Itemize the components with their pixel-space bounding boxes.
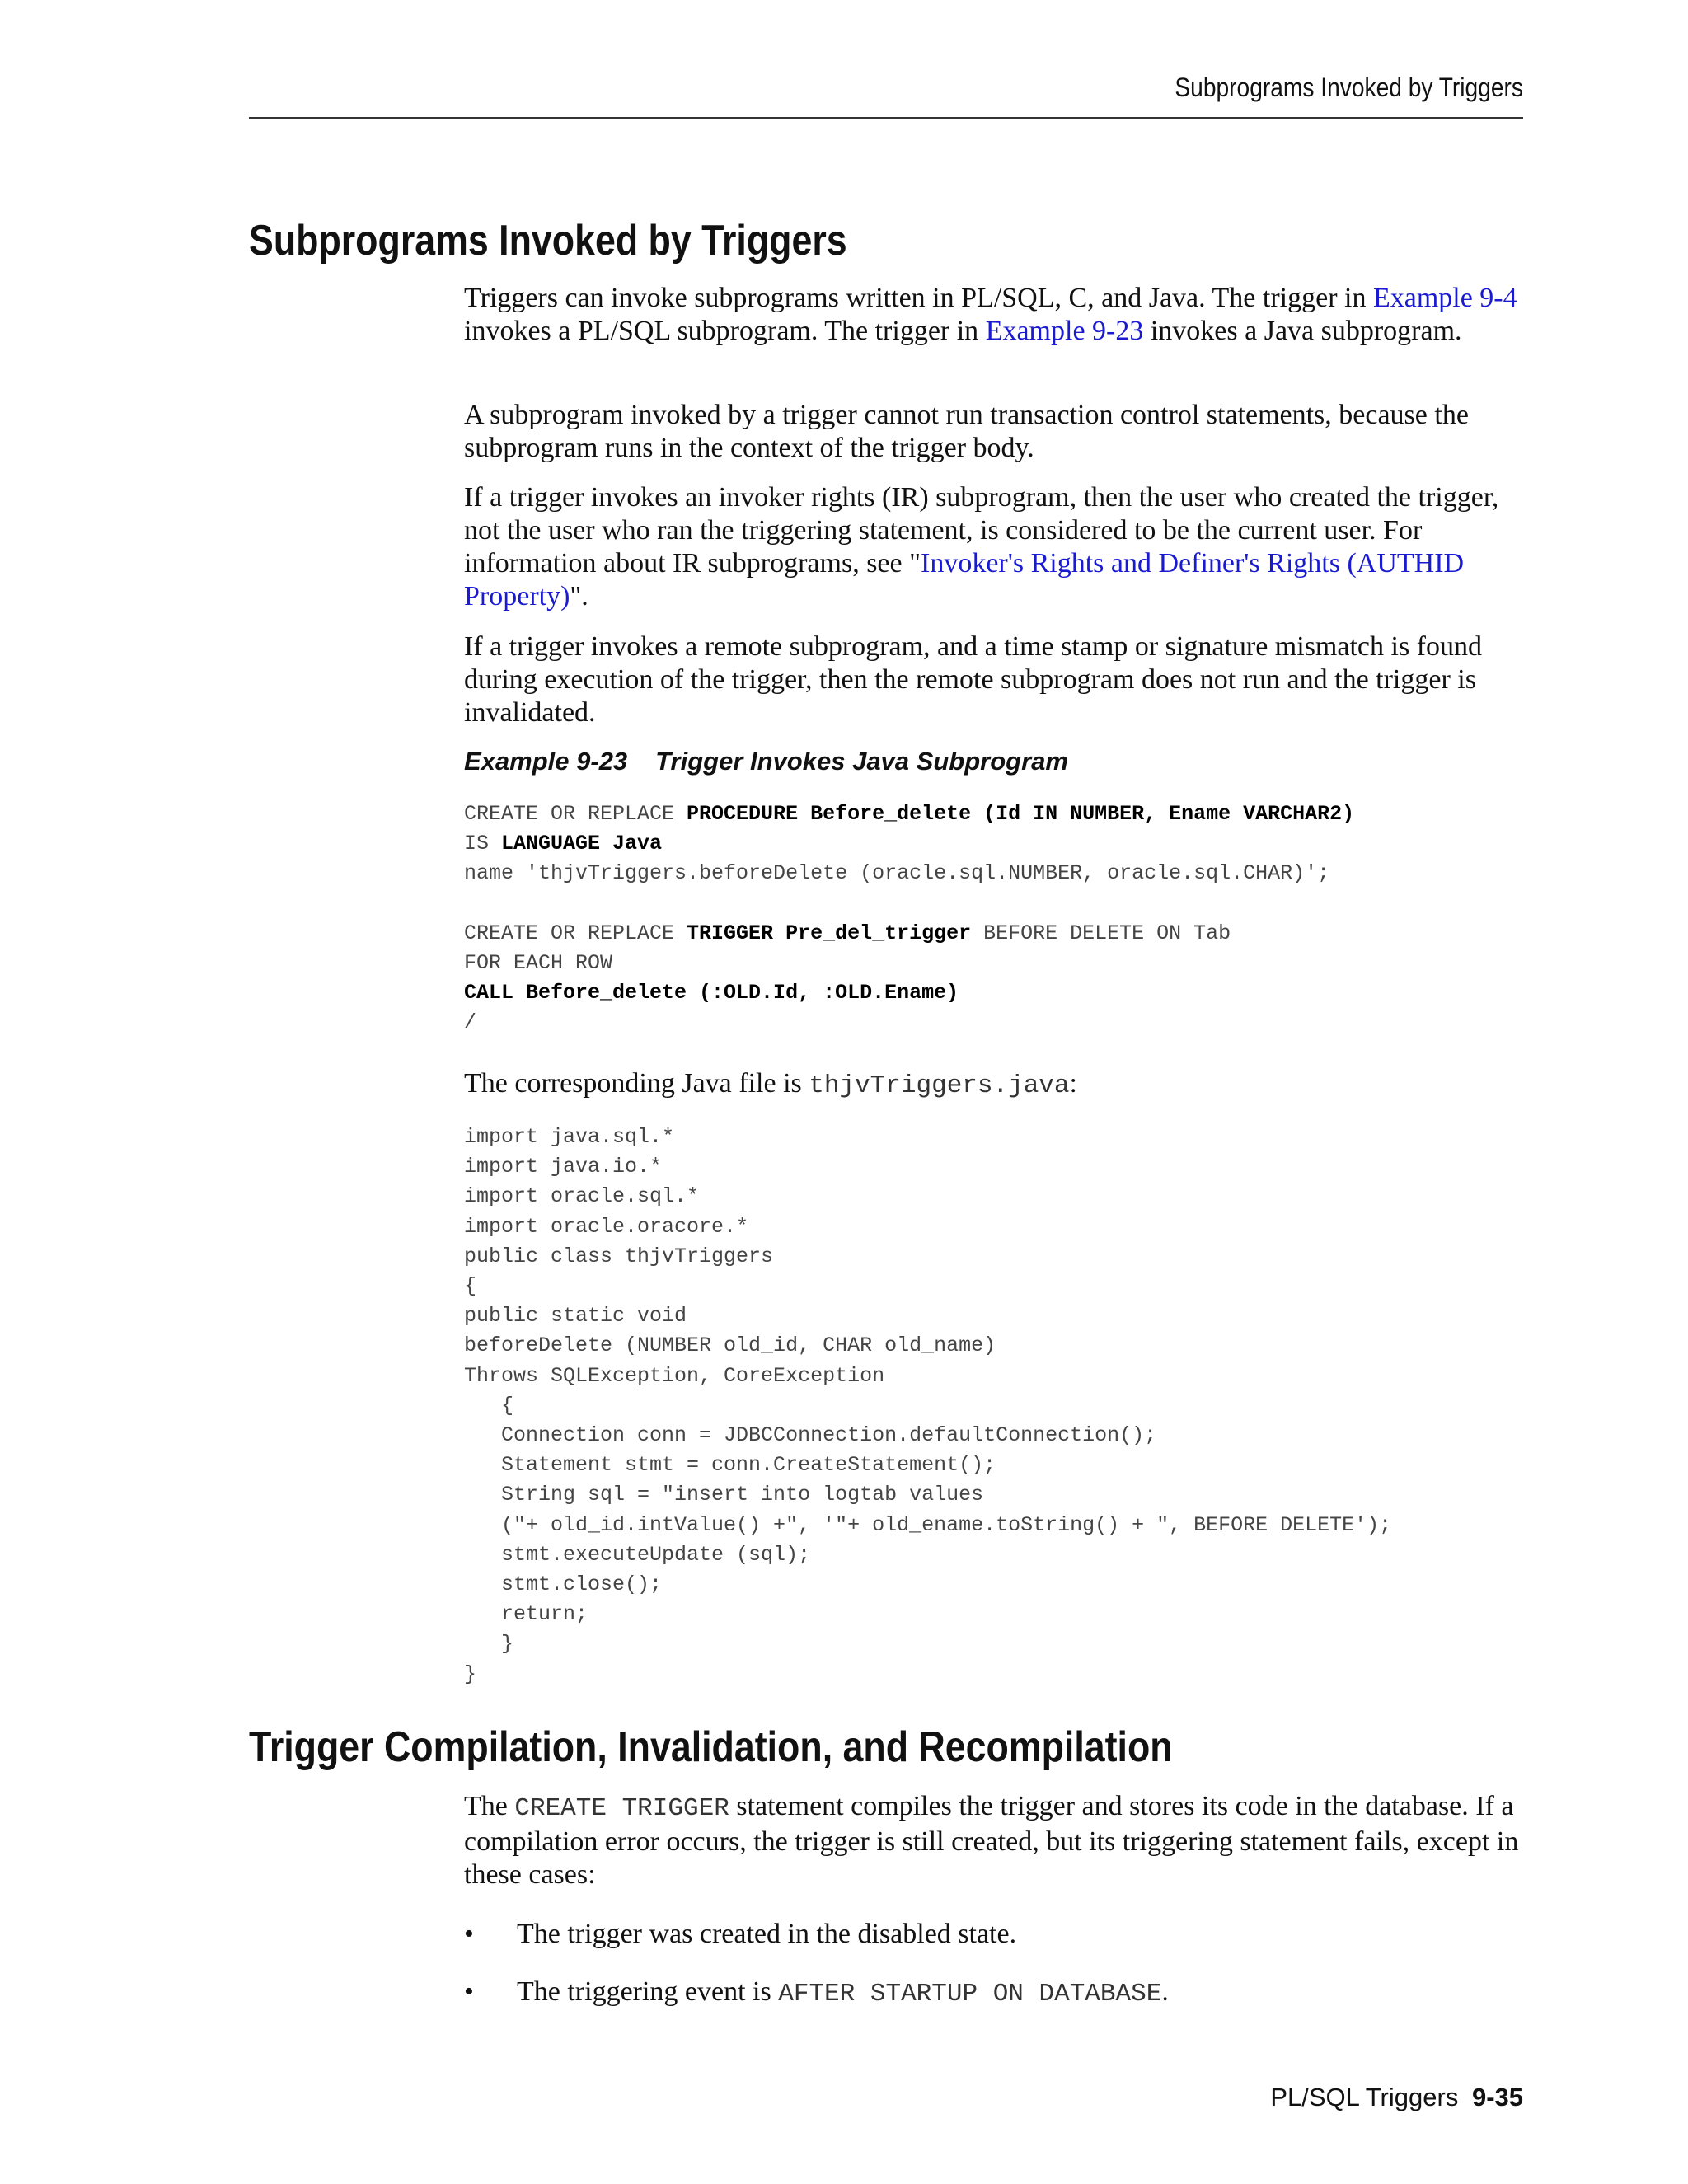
java-file-name: thjvTriggers.java (809, 1071, 1070, 1100)
paragraph-transaction-control-text: A subprogram invoked by a trigger cannot run transaction control statements, because the subprogram runs in the context of the trigger body. (464, 400, 1469, 463)
bullet-text-disabled: The trigger was created in the disabled state. (517, 1919, 1017, 1949)
code-example-sql (464, 799, 1527, 1038)
intro-text-1: Triggers can invoke subprograms written in PL/SQL, C, and Java. The trigger in (464, 283, 1373, 313)
intro-text-3: invokes a Java subprogram. (1143, 316, 1462, 346)
paragraph-java-file (464, 1067, 1527, 1103)
link-invokers-rights[interactable]: Invoker's Rights and Definer's Rights (AUTHID Property) (464, 548, 1465, 612)
java-intro-text-2: : (1069, 1068, 1077, 1099)
java-intro-text-1: The corresponding Java file is (464, 1068, 809, 1099)
paragraph-create-trigger-text (464, 1790, 1527, 1891)
footer-chapter: PL/SQL Triggers (1270, 2083, 1459, 2111)
paragraph-create-trigger (464, 1790, 1527, 1891)
bullet-text-startup: The triggering event is AFTER STARTUP ON DATABASE. (517, 1976, 1169, 2008)
section-heading-subprograms: Subprograms Invoked by Triggers (249, 217, 847, 265)
paragraph-intro-text (464, 282, 1527, 348)
example-title-text: Trigger Invokes Java Subprogram (655, 747, 1068, 776)
paragraph-remote-subprogram-text: If a trigger invokes a remote subprogram, and a time stamp or signature mismatch is found during execution of the trigger, then the remote subprogram does not run and the trigger is invalidated. (464, 631, 1483, 728)
startup-code: AFTER STARTUP ON DATABASE (778, 1980, 1162, 2008)
link-example-9-23[interactable]: Example 9-23 (985, 316, 1144, 346)
create-trigger-code: CREATE TRIGGER (514, 1794, 729, 1823)
invoker-text-1: If a trigger invokes an invoker rights (IR) subprogram, then the user who created the trigger, not the user who ran the triggering statement, is considered to be the current user. For information about IR subprograms, see " (464, 482, 1499, 579)
code-block-java: import java.sql.* import java.io.* import oracle.sql.* import oracle.oracore.* public class thjvTriggers { public static void beforeDelete (NUMBER old_id, CHAR old_name) Throws SQLException, CoreException { Connection conn = JDBCConnection.defaultConnection(); Statement stmt = conn.CreateStatement(); String sql = "insert into logtab values ("+ old_id.intValue() +", '"+ old_ename.toString() + ", BEFORE DELETE'); stmt.executeUpdate (sql); stmt.close(); return; } } (464, 1125, 1392, 1686)
header-rule (249, 117, 1523, 119)
example-label: Example 9-23 (464, 747, 628, 776)
intro-text-2: invokes a PL/SQL subprogram. The trigger in (464, 316, 986, 346)
paragraph-java-file-text (464, 1067, 1527, 1103)
code-example-java (464, 1122, 1527, 1690)
link-example-9-4[interactable]: Example 9-4 (1372, 283, 1517, 313)
bullet-icon: • (464, 1919, 474, 1949)
create-trigger-text-2: statement compiles the trigger and stores its code in the database. If a compilation error occurs, the trigger is still created, but its triggering statement fails, except in these cases: (464, 1791, 1519, 1890)
example-caption (464, 747, 1068, 776)
page-footer (1270, 2083, 1523, 2112)
paragraph-invoker-rights-text (464, 481, 1527, 613)
bullet-icon: • (464, 1976, 474, 2007)
paragraph-transaction-control (464, 399, 1527, 465)
example-title (464, 747, 1527, 776)
create-trigger-text-1: The (464, 1791, 515, 1821)
running-header: Subprograms Invoked by Triggers (1175, 73, 1523, 102)
page-number: 9-35 (1471, 2083, 1523, 2111)
paragraph-intro (464, 282, 1527, 348)
paragraph-invoker-rights (464, 481, 1527, 613)
paragraph-remote-subprogram (464, 630, 1527, 729)
invoker-text-2: ". (570, 581, 588, 612)
code-block-sql: CREATE OR REPLACE PROCEDURE Before_delete (Id IN NUMBER, Ename VARCHAR2) IS LANGUAGE Java name 'thjvTriggers.beforeDelete (oracle.sql.NUMBER, oracle.sql.CHAR)'; CREATE OR REPLACE TRIGGER Pre_del_trigger BEFORE DELETE ON Tab FOR EACH ROW CALL Before_delete (:OLD.Id, :OLD.Ename) / (464, 802, 1355, 1035)
section-heading-compilation: Trigger Compilation, Invalidation, and Recompilation (249, 1723, 1173, 1771)
